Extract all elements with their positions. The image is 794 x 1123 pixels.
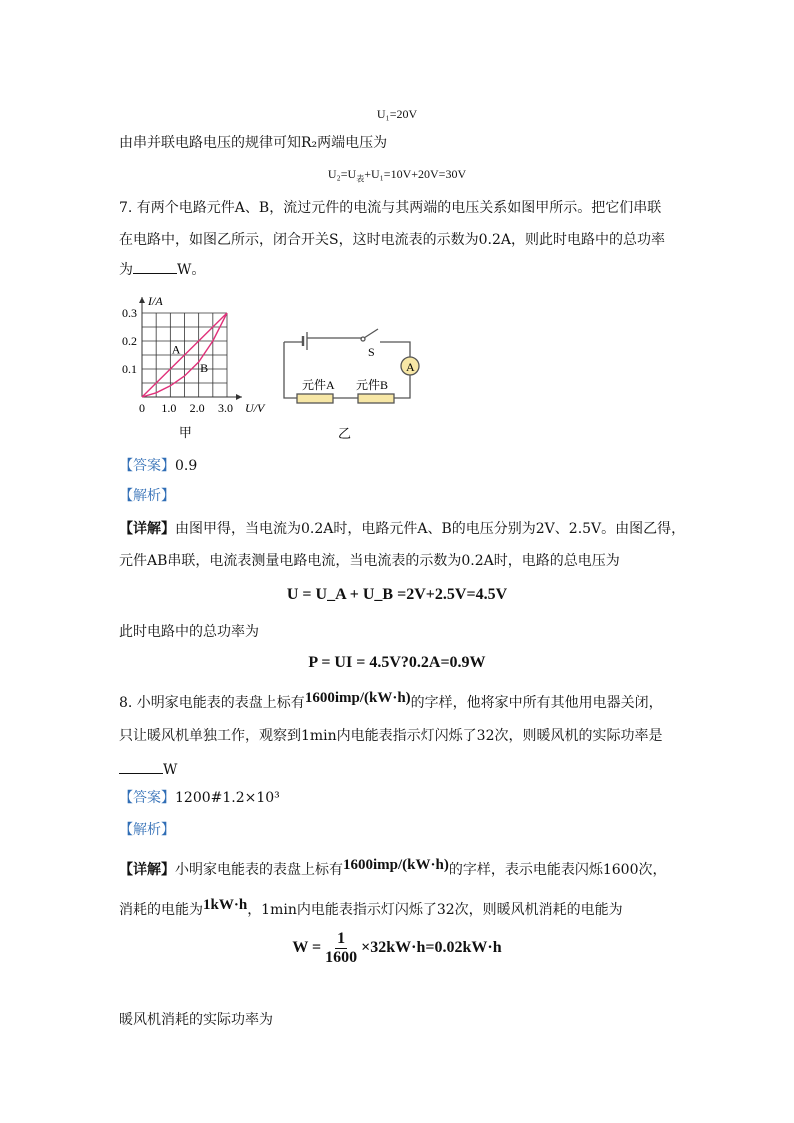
detail-7-line2: 元件AB串联，电流表测量电路电流，当电流表的示数为0.2A时，电路的总电压为 xyxy=(119,553,620,569)
question-7-line2: 在电路中，如图乙所示，闭合开关S，这时电流表的示数为0.2A，则此时电路中的总功率 xyxy=(119,232,665,248)
figures xyxy=(112,292,432,442)
figure-jia-caption: 甲 xyxy=(178,425,192,440)
answer-7: 【答案】0.9 xyxy=(119,458,198,474)
x-tick-label: 2.0 xyxy=(189,401,205,415)
detail-8-line1: 【详解】小明家电能表的表盘上标有1600imp/(kW·h)的字样，表示电能表闪烁1600次， xyxy=(119,857,667,878)
question-8-line1: 8. 小明家电能表的表盘上标有1600imp/(kW·h)的字样，他将家中所有其他用电器关闭， xyxy=(119,690,663,711)
answer-blank xyxy=(119,761,163,774)
element-b-label: 元件B xyxy=(356,378,389,392)
answer-blank xyxy=(133,261,177,274)
equation-u2: $U_2=U_表+U_1=10V+20V=30V$ xyxy=(327,167,467,184)
switch-lever xyxy=(364,329,378,338)
detail-8-line2: 消耗的电能为1kW·h，1min内电能表指示灯闪烁了32次，则暖风机消耗的电能为 xyxy=(119,897,623,918)
detail-7-line1: 【详解】由图甲得，当电流为0.2A时，电路元件A、B的电压分别为2V、2.5V。由图乙得， xyxy=(119,521,686,537)
switch-label: S xyxy=(368,345,375,359)
detail-8-line3: 暖风机消耗的实际功率为 xyxy=(119,1012,273,1028)
x-axis-arrow-icon xyxy=(236,394,242,400)
y-tick-label: 0.1 xyxy=(122,362,137,376)
curve-b-label: B xyxy=(200,360,209,375)
x-tick-label: 1.0 xyxy=(161,401,177,415)
resistor-b xyxy=(358,394,394,403)
x-tick-label: 3.0 xyxy=(218,401,233,415)
answer-8: 【答案】1200#1.2×10³ xyxy=(119,790,280,806)
equation-u-total: U = U_A + U_B =2V+2.5V=4.5V xyxy=(286,586,508,603)
x-tick-label: 0 xyxy=(139,401,145,415)
x-axis-label: U/V xyxy=(245,401,265,415)
figure-yi-caption: 乙 xyxy=(338,426,352,441)
equation-power: P = UI = 4.5V?0.2A=0.9W xyxy=(308,654,486,671)
analysis-label: 【解析】 xyxy=(119,488,175,504)
detail-7-line3: 此时电路中的总功率为 xyxy=(119,624,259,640)
question-7-line1: 7. 有两个电路元件A、B，流过元件的电流与其两端的电压关系如图甲所示。把它们串联 xyxy=(119,200,662,216)
question-8-line3: W xyxy=(119,760,177,780)
curve-a-label: A xyxy=(171,342,181,357)
resistor-a xyxy=(297,394,333,403)
y-tick-label: 0.3 xyxy=(122,306,137,320)
element-a-label: 元件A xyxy=(302,378,335,392)
y-axis-label: I/A xyxy=(148,294,163,308)
question-8-line2: 只让暖风机单独工作，观察到1min内电能表指示灯闪烁了32次，则暖风机的实际功率是 xyxy=(119,728,663,744)
equation-energy: W = $\frac{1}{1600}$ ×32kW·h=0.02kW·h xyxy=(292,929,502,966)
equation-u1: U₁=20V xyxy=(376,107,418,121)
question-7-line3: 为 W。 xyxy=(119,262,206,278)
figure-jia-graph xyxy=(122,294,266,440)
y-tick-label: 0.2 xyxy=(122,334,137,348)
ammeter-label: A xyxy=(406,360,415,374)
analysis-label: 【解析】 xyxy=(119,822,175,838)
text-line: 由串并联电路电压的规律可知R₂两端电压为 xyxy=(119,135,388,151)
y-axis-arrow-icon xyxy=(139,297,145,303)
answer-label: 【答案】 xyxy=(119,458,175,474)
